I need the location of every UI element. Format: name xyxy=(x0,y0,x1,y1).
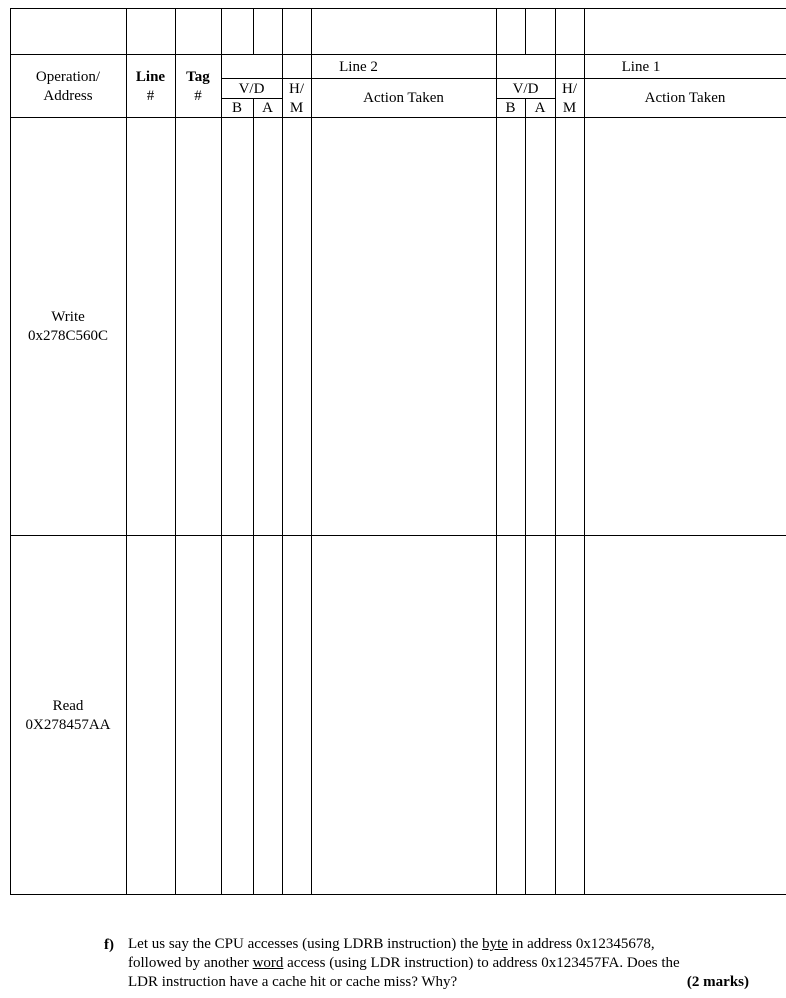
question-line-2-text-b: access (using LDR instruction) to address 0x123457FA. Does the xyxy=(287,955,680,971)
row-operation: Write xyxy=(51,309,85,325)
group-title-underline-right xyxy=(496,78,786,79)
col-divider-tag xyxy=(175,8,176,895)
table-row-read xyxy=(10,697,126,735)
b-label-right: B xyxy=(505,100,516,116)
action-taken-left: Action Taken xyxy=(363,90,444,106)
col-divider-hm-right xyxy=(555,8,556,895)
col-divider-line-no xyxy=(126,8,127,895)
group-title-right: Line 1 xyxy=(621,59,661,75)
header-tag-number-line2: # xyxy=(194,88,202,104)
col-divider-ba-right-body xyxy=(525,98,526,895)
question-line-1-text-b: in address 0x12345678, xyxy=(511,936,655,952)
header-line-number-line2: # xyxy=(146,88,155,104)
b-label-left: B xyxy=(231,100,242,116)
underlined-word: word xyxy=(252,955,284,971)
hm-label-right-bottom: M xyxy=(562,100,577,116)
hm-label-right-top: H/ xyxy=(562,81,577,97)
question-marks: (2 marks) xyxy=(686,974,749,990)
question-line-2 xyxy=(128,954,749,973)
header-operation-line2: Address xyxy=(43,88,93,104)
hm-label-left-bottom: M xyxy=(289,100,304,116)
question-line-2-text-a: followed by another xyxy=(128,955,249,971)
question-line-3 xyxy=(128,973,749,992)
row-address: 0X278457AA xyxy=(25,717,111,733)
col-divider-ba-left-body xyxy=(253,98,254,895)
question-line-1 xyxy=(128,935,749,954)
header-operation xyxy=(10,68,126,106)
a-label-left: A xyxy=(262,100,273,116)
vd-label-right: V/D xyxy=(512,81,539,97)
header-tag-number-line1: Tag xyxy=(186,69,210,85)
row-address: 0x278C560C xyxy=(27,328,108,344)
question-line-3-text: LDR instruction have a cache hit or cache miss? Why? xyxy=(128,974,458,990)
table-row-write xyxy=(10,308,126,346)
col-divider-ba-left-top xyxy=(253,8,254,55)
action-taken-right: Action Taken xyxy=(644,90,726,106)
question-marker: f) xyxy=(104,937,114,953)
group-title-left: Line 2 xyxy=(339,59,378,75)
a-label-right: A xyxy=(534,100,546,116)
header-line-number-line1: Line xyxy=(135,69,166,85)
col-divider-hm-left xyxy=(282,8,283,895)
hm-label-left-top: H/ xyxy=(289,81,304,97)
col-divider-action-left xyxy=(311,8,312,895)
question-text xyxy=(128,935,749,992)
header-line-number xyxy=(126,68,175,106)
col-divider-ba-right-top xyxy=(525,8,526,55)
question-line-1-text-a: Let us say the CPU accesses (using LDRB instruction) the xyxy=(128,936,479,952)
header-tag-number xyxy=(175,68,221,106)
col-divider-action-right xyxy=(584,8,585,895)
col-divider-group-left xyxy=(221,8,222,895)
row-operation: Read xyxy=(52,698,84,714)
underlined-byte: byte xyxy=(482,936,508,952)
col-divider-group-right xyxy=(496,8,497,895)
group-title-underline-left xyxy=(221,78,496,79)
vd-label-left: V/D xyxy=(238,81,265,97)
table-left-border xyxy=(10,8,11,895)
header-operation-line1: Operation/ xyxy=(35,69,101,85)
